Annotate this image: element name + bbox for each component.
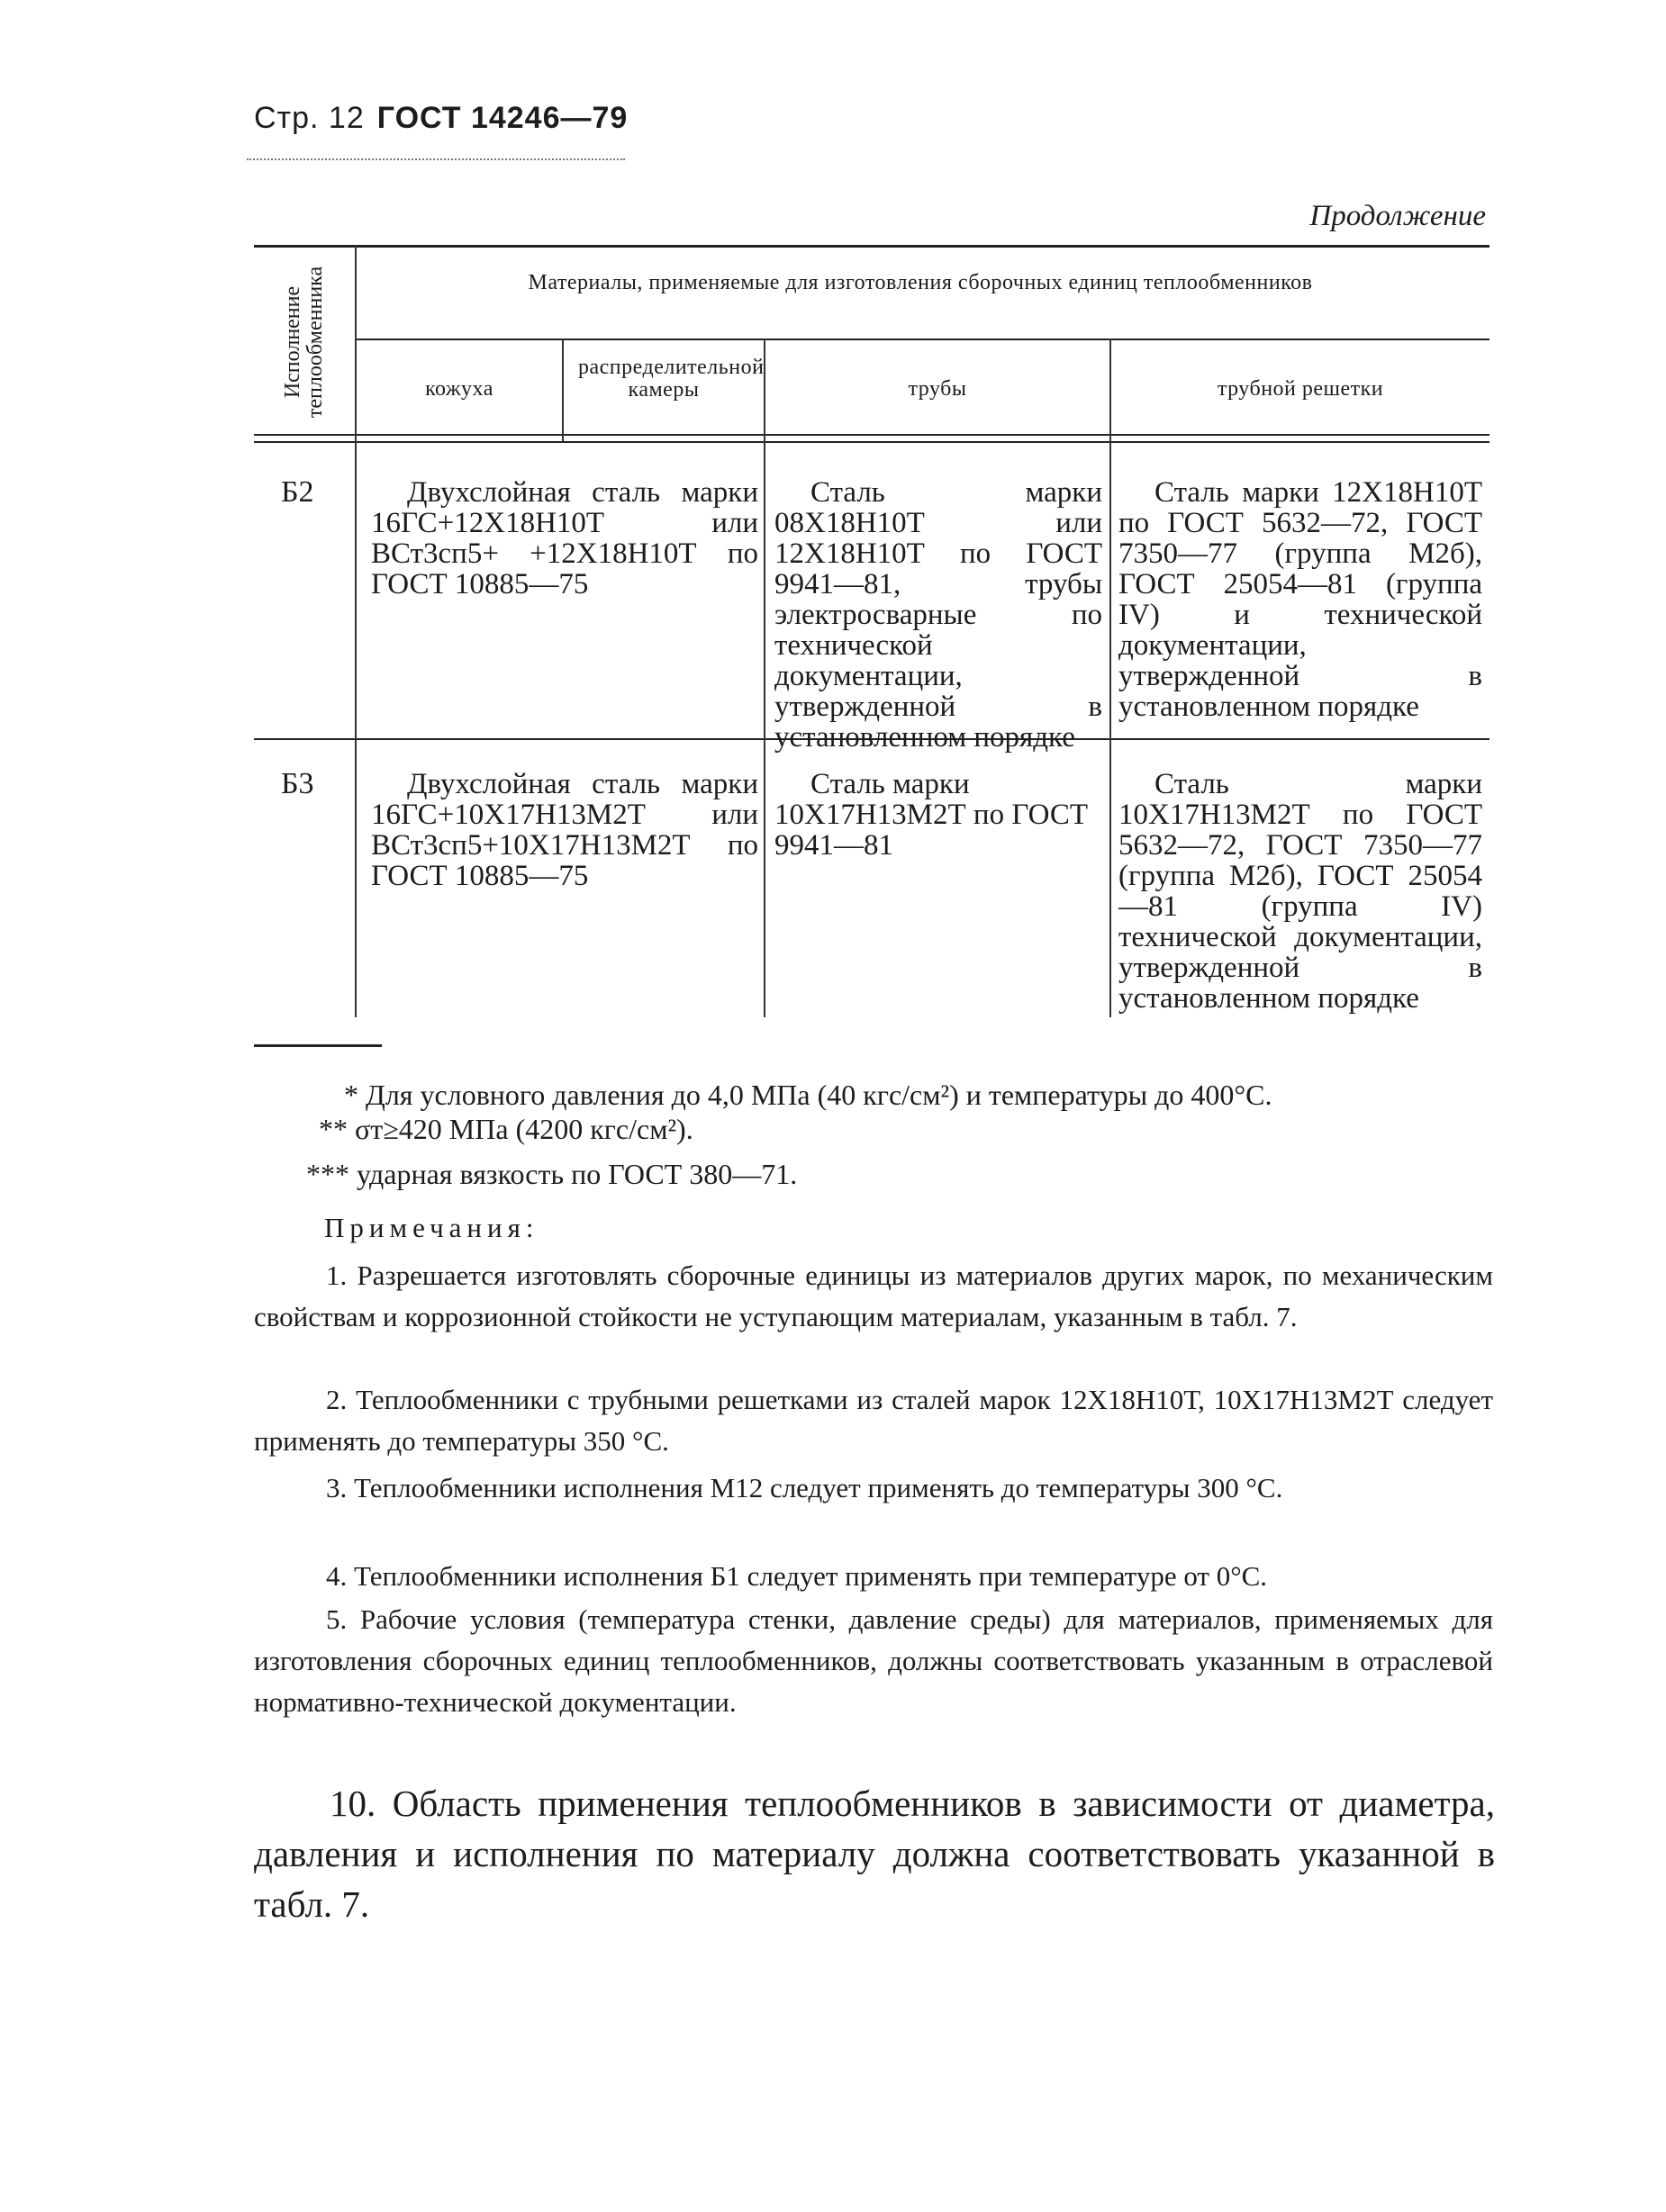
page-number: Стр. 12 xyxy=(254,101,365,135)
cell-tube-sheet: Сталь марки 12Х18Н10Т по ГОСТ 5632—72, ГОСТ 7350—77 (группа М2б), ГОСТ 25054—81 (группа IV) и технической документации, утвержденной в установленном порядке xyxy=(1118,476,1482,723)
variant-column-header: Исполнение теплообменника xyxy=(281,266,327,419)
header-bottom-rule xyxy=(254,434,1489,436)
footnote-divider xyxy=(254,1044,382,1047)
table-top-rule xyxy=(254,245,1489,248)
header-casing: кожуха xyxy=(425,377,493,401)
note-item: 4. Теплообменники исполнения Б1 следует применять при температуре от 0°С. xyxy=(326,1560,1268,1592)
column-rule xyxy=(1109,339,1111,1017)
note-item: 1. Разрешается изготовлять сборочные единицы из материалов других марок, по механическим свойствам и коррозионной стойкости не уступающим материалам, указанным в табл. 7. xyxy=(254,1259,1493,1332)
header-tubes: трубы xyxy=(908,377,967,401)
header-chamber: распределительной камеры xyxy=(578,356,765,402)
group-header-rule xyxy=(355,339,1489,340)
standard-number: ГОСТ 14246—79 xyxy=(376,101,629,135)
row-code: Б3 xyxy=(281,767,314,800)
footnote: * Для условного давления до 4,0 МПа (40 кгс/см²) и температуры до 400°С. xyxy=(344,1079,1272,1111)
materials-table xyxy=(254,245,1489,1017)
row-code: Б2 xyxy=(281,475,314,509)
group-header: Материалы, применяемые для изготовления сборочных единиц теплообменников xyxy=(528,271,1313,294)
cell-casing: Двухслойная сталь марки 16ГС+10Х17Н13М2Т или ВСт3сп5+10Х17Н13М2Т по ГОСТ 10885—75 xyxy=(371,768,758,892)
footnote: *** ударная вязкость по ГОСТ 380—71. xyxy=(306,1158,798,1190)
column-rule xyxy=(562,339,564,441)
cell-casing: Двухслойная сталь марки 16ГС+12Х18Н10Т или ВСт3сп5+ +12Х18Н10Т по ГОСТ 10885—75 xyxy=(371,476,758,600)
note-item: 3. Теплообменники исполнения М12 следует применять до температуры 300 °С. xyxy=(326,1472,1283,1503)
column-rule xyxy=(355,245,357,1017)
cell-tubes: Сталь марки 08Х18Н10Т или 12Х18Н10Т по ГОСТ 9941—81, трубы электросварные по технической документации, утвержденной в установленном порядке xyxy=(774,476,1102,754)
cell-tube-sheet: Сталь марки 10Х17Н13М2Т по ГОСТ 5632—72, ГОСТ 7350—77 (группа М2б), ГОСТ 25054—81 (группа IV) технической документации, утвержденной в установленном порядке xyxy=(1118,768,1482,1015)
running-head xyxy=(254,101,628,136)
note-item: 2. Теплообменники с трубными решетками из сталей марок 12Х18Н10Т, 10Х17Н13М2Т следует применять до температуры 350 °С. xyxy=(254,1384,1493,1457)
notes-title: Примечания: xyxy=(324,1212,539,1243)
continuation-label: Продолжение xyxy=(1309,200,1486,232)
header-bottom-rule-double xyxy=(254,441,1489,443)
footnote: ** σт≥420 МПа (4200 кгс/см²). xyxy=(319,1113,693,1145)
column-rule xyxy=(764,339,765,1017)
cell-tubes: Сталь марки 10Х17Н13М2Т по ГОСТ 9941—81 xyxy=(774,768,1088,862)
header-tube-sheet: трубной решетки xyxy=(1217,377,1384,401)
section-10-paragraph: 10. Область применения теплообменников в зависимости от диаметра, давления и исполнения по материалу должна соответствовать указанной в табл. 7. xyxy=(254,1783,1495,1925)
header-divider xyxy=(247,158,625,160)
note-item: 5. Рабочие условия (температура стенки, давление среды) для материалов, применяемых для изготовления сборочных единиц теплообменников, должны соответствовать указанным в отраслевой нормативно-технической документации. xyxy=(254,1603,1493,1718)
